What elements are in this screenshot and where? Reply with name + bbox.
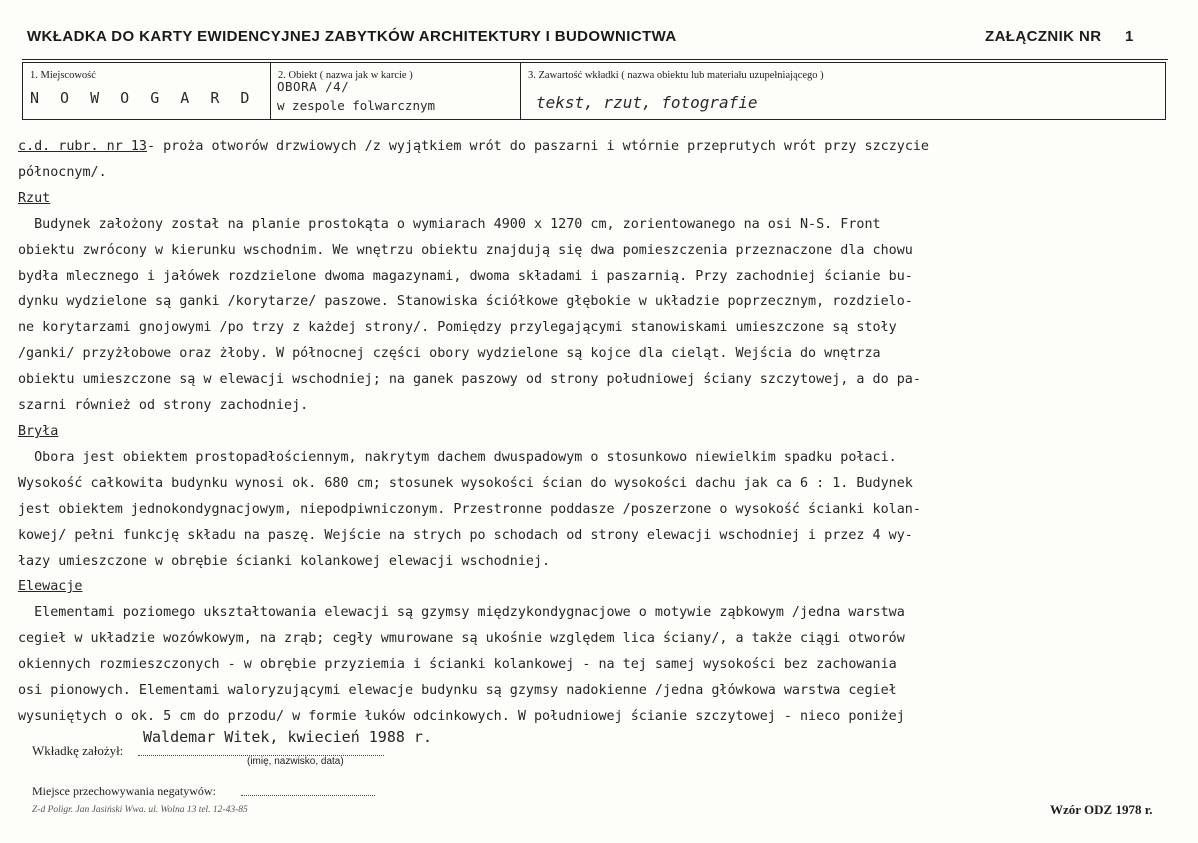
- object-label: 2. Obiekt ( nazwa jak w karcie ): [278, 70, 413, 81]
- author-hint: (imię, nazwisko, data): [247, 756, 344, 767]
- section-bryla: [18, 445, 1178, 575]
- text-line: Wysokość całkowita budynku wynosi ok. 680 cm; stosunek wysokości ścian do wysokości dachu jak ca 6 : 1. Budynek: [18, 475, 913, 491]
- text-line: Obora jest obiektem prostopadłościennym, nakrytym dachem dwuspadowym o stosunkowo niewielkim spadku połaci.: [18, 449, 897, 465]
- text-line: Budynek założony został na planie prostokąta o wymiarach 4900 x 1270 cm, zorientowanego na osi N-S. Front: [18, 216, 881, 232]
- text-line: Elementami poziomego ukształtowania elewacji są gzymsy międzykondygnacjowe o motywie ząbkowym /jedna warstwa: [18, 605, 905, 621]
- contents-value: tekst, rzut, fotografie: [536, 93, 758, 112]
- author-label: Wkładkę założył:: [32, 743, 124, 758]
- text-line: okiennych rozmieszczonych - w obrębie przyziemia i ścianki kolankowej - na tej samej wysokości bez zachowania: [18, 657, 897, 673]
- section-elewacje: [18, 600, 1178, 730]
- section-heading-rzut: Rzut: [18, 190, 51, 206]
- text-line: łazy umieszczone w obrębie ścianki kolankowej elewacji wschodniej.: [18, 553, 551, 569]
- form-reference: Wzór ODZ 1978 r.: [1050, 802, 1153, 817]
- text-line: obiektu zwrócony w kierunku wschodnim. We wnętrzu obiektu znajdują się dwa pomieszczenia przeznaczone dla chowu: [18, 242, 913, 258]
- text-line: /ganki/ przyżłobowe oraz żłoby. W północnej części obory wydzielone są kojce dla cieląt. Wejścia do wnętrza: [18, 346, 881, 362]
- author-value: Waldemar Witek, kwiecień 1988 r.: [143, 728, 432, 746]
- annex-number: 1: [1125, 28, 1134, 45]
- object-value-line1: OBORA /4/: [277, 79, 350, 94]
- negatives-label: Miejsce przechowywania negatywów:: [32, 784, 216, 798]
- typed-description: [18, 134, 1178, 730]
- locality-value: N O W O G A R D: [30, 89, 256, 107]
- text-line: bydła mlecznego i jałówek rozdzielone dwoma magazynami, dwoma składami i paszarnią. Przy zachodniej ścianie bu-: [18, 268, 913, 284]
- text-line: cegieł w układzie wozówkowym, na zrąb; cegły wmurowane są ukośnie względem lica ściany/, a także ciągi otworów: [18, 631, 905, 647]
- continuation-text: - proża otworów drzwiowych /z wyjątkiem wrót do paszarni i wtórnie przeprutych wrót przy szczycie: [147, 139, 929, 154]
- text-line: ne korytarzami gnojowymi /po trzy z każdej strony/. Pomiędzy przylegającymi stanowiskami umieszczone są stoły: [18, 320, 897, 336]
- section-heading-bryla: Bryła: [18, 423, 59, 439]
- printer-imprint: Z-d Poligr. Jan Jasiński Wwa. ul. Wolna 13 tel. 12-43-85: [32, 805, 248, 815]
- text-line: osi pionowych. Elementami waloryzującymi elewacje budynku są gzymsy nadokienne /jedna główkowa warstwa cegieł: [18, 683, 897, 699]
- continuation-line: [18, 134, 1178, 160]
- object-value-line2: w zespole folwarcznym: [277, 98, 436, 113]
- text-line: wysuniętych o ok. 5 cm do przodu/ w formie łuków odcinkowych. W południowej ścianie szczytowej - nieco poniżej: [18, 708, 905, 724]
- locality-label: 1. Miejscowość: [30, 70, 96, 81]
- text-line: obiektu umieszczone są w elewacji wschodniej; na ganek paszowy od strony południowej ściany szczytowej, a do pa-: [18, 372, 921, 388]
- text-line: północnym/.: [18, 164, 107, 180]
- section-rzut: [18, 212, 1178, 419]
- document-title: WKŁADKA DO KARTY EWIDENCYJNEJ ZABYTKÓW ARCHITEKTURY I BUDOWNICTWA: [27, 28, 677, 45]
- rubric-reference: c.d. rubr. nr 13: [18, 139, 147, 154]
- contents-label: 3. Zawartość wkładki ( nazwa obiektu lub materiału uzupełniającego ): [528, 70, 824, 81]
- text-line: dynku wydzielone są ganki /korytarze/ paszowe. Stanowiska ściółkowe głębokie w układzie poprzecznym, rozdzielo-: [18, 294, 913, 310]
- section-heading-elewacje: Elewacje: [18, 579, 83, 595]
- text-line: szarni również od strony zachodniej.: [18, 398, 309, 414]
- header-rule: [22, 59, 1168, 60]
- negatives-dotted-line: [241, 795, 375, 796]
- contents-cell: [521, 63, 1167, 119]
- locality-cell: [23, 63, 271, 119]
- text-line: jest obiektem jednokondygnacjowym, niepodpiwniczonym. Przestronne poddasze /poszerzone o wysokość ścianki kolan-: [18, 501, 921, 517]
- metadata-table: [22, 62, 1166, 120]
- annex-label: ZAŁĄCZNIK NR: [985, 28, 1102, 45]
- text-line: kowej/ pełni funkcję składu na paszę. Wejście na strych po schodach od strony elewacji wschodniej i przez 4 wy-: [18, 527, 913, 543]
- object-cell: [271, 63, 521, 119]
